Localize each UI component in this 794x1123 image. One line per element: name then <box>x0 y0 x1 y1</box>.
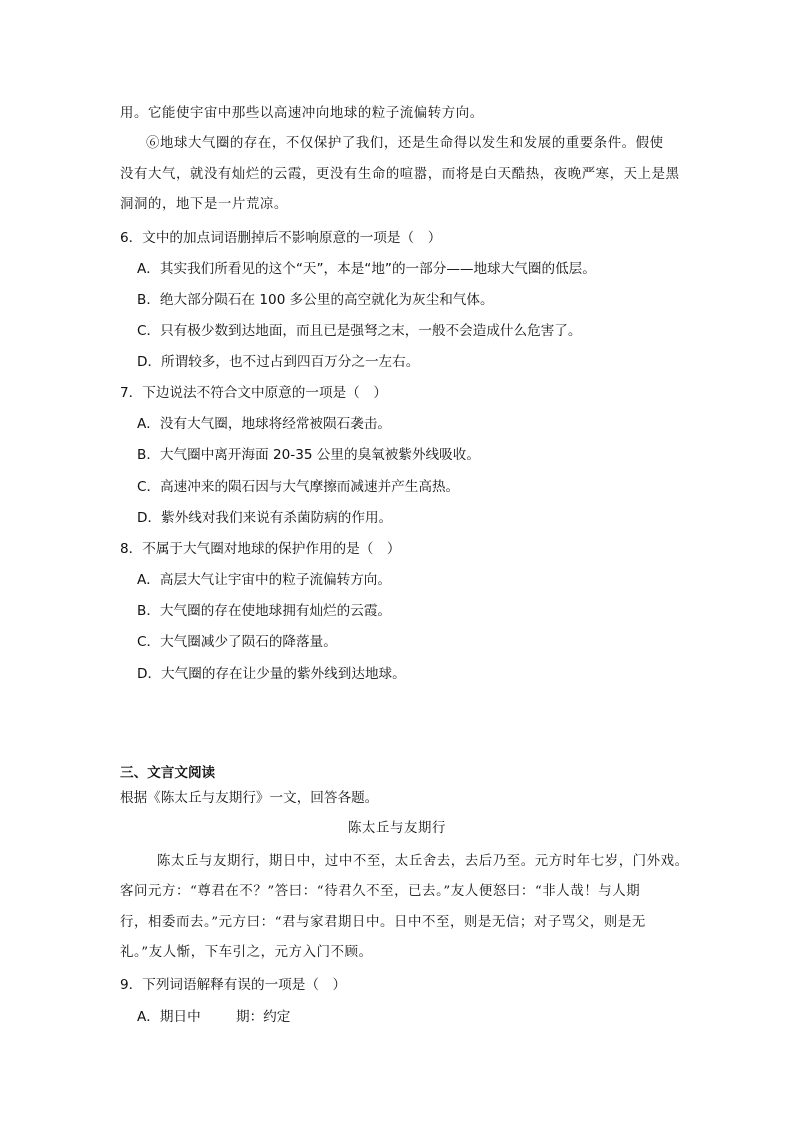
question-6-option-c: C．只有极少数到达地面，而且已是强弩之末，一般不会造成什么危害了。 <box>137 323 582 339</box>
passage-line: 没有大气，就没有灿烂的云霞，更没有生命的喧嚣，而将是白天酷热，夜晚严寒，天上是黑 <box>120 167 680 182</box>
question-7-stem: 7．下边说法不符合文中原意的一项是（ ） <box>120 385 387 401</box>
classical-text-line: 礼。”友人惭，下车引之，元方入门不顾。 <box>120 945 373 960</box>
question-6-option-b: B．绝大部分陨石在 100 多公里的高空就化为灰尘和气体。 <box>137 292 494 308</box>
passage-paragraph-6: ⑥地球大气圈的存在，不仅保护了我们，还是生命得以发生和发展的重要条件。假使 <box>146 136 664 151</box>
classical-text-line: 陈太丘与友期行，期日中，过中不至，太丘舍去，去后乃至。元方时年七岁，门外戏。 <box>157 854 689 869</box>
question-8-stem: 8．不属于大气圈对地球的保护作用的是（ ） <box>120 541 401 557</box>
classical-text-line: 行，相委而去。”元方曰：“君与家君期日中。日中不至，则是无信；对子骂父，则是无 <box>120 915 646 930</box>
question-6-option-d: D．所谓较多，也不过占到四百万分之一左右。 <box>137 354 420 370</box>
question-8-option-d: D．大气圈的存在让少量的紫外线到达地球。 <box>137 666 406 682</box>
section-instruction: 根据《陈太丘与友期行》一文，回答各题。 <box>120 790 379 806</box>
question-7-option-b: B．大气圈中离开海面 20-35 公里的臭氧被紫外线吸收。 <box>137 447 480 463</box>
question-8-option-a: A．高层大气让宇宙中的粒子流偏转方向。 <box>137 572 391 588</box>
classical-text-title: 陈太丘与友期行 <box>348 821 446 836</box>
classical-text-line: 客问元方：“尊君在不？”答曰：“待君久不至，已去。”友人便怒曰：“非人哉！与人期 <box>120 884 641 899</box>
question-9-stem: 9．下列词语解释有误的一项是（ ） <box>120 977 347 993</box>
question-6-stem: 6．文中的加点词语删掉后不影响原意的一项是（ ） <box>120 230 442 246</box>
question-9-option-a-meaning: 期：约定 <box>236 1009 291 1025</box>
question-8-option-b: B．大气圈的存在使地球拥有灿烂的云霞。 <box>137 603 392 619</box>
passage-line: 用。它能使宇宙中那些以高速冲向地球的粒子流偏转方向。 <box>120 106 484 121</box>
question-8-option-c: C．大气圈减少了陨石的降落量。 <box>137 634 337 650</box>
question-6-option-a: A．其实我们所看见的这个“天”，本是“地”的一部分——地球大气圈的低层。 <box>137 261 596 277</box>
question-7-option-d: D．紫外线对我们来说有杀菌防病的作用。 <box>137 510 393 526</box>
section-heading: 三、文言文阅读 <box>120 765 216 781</box>
question-7-option-c: C．高速冲来的陨石因与大气摩擦而减速并产生高热。 <box>137 479 460 495</box>
question-9-option-a-word: A．期日中 <box>137 1009 201 1025</box>
passage-line: 洞洞的，地下是一片荒凉。 <box>120 197 288 212</box>
question-7-option-a: A．没有大气圈，地球将经常被陨石袭击。 <box>137 416 391 432</box>
